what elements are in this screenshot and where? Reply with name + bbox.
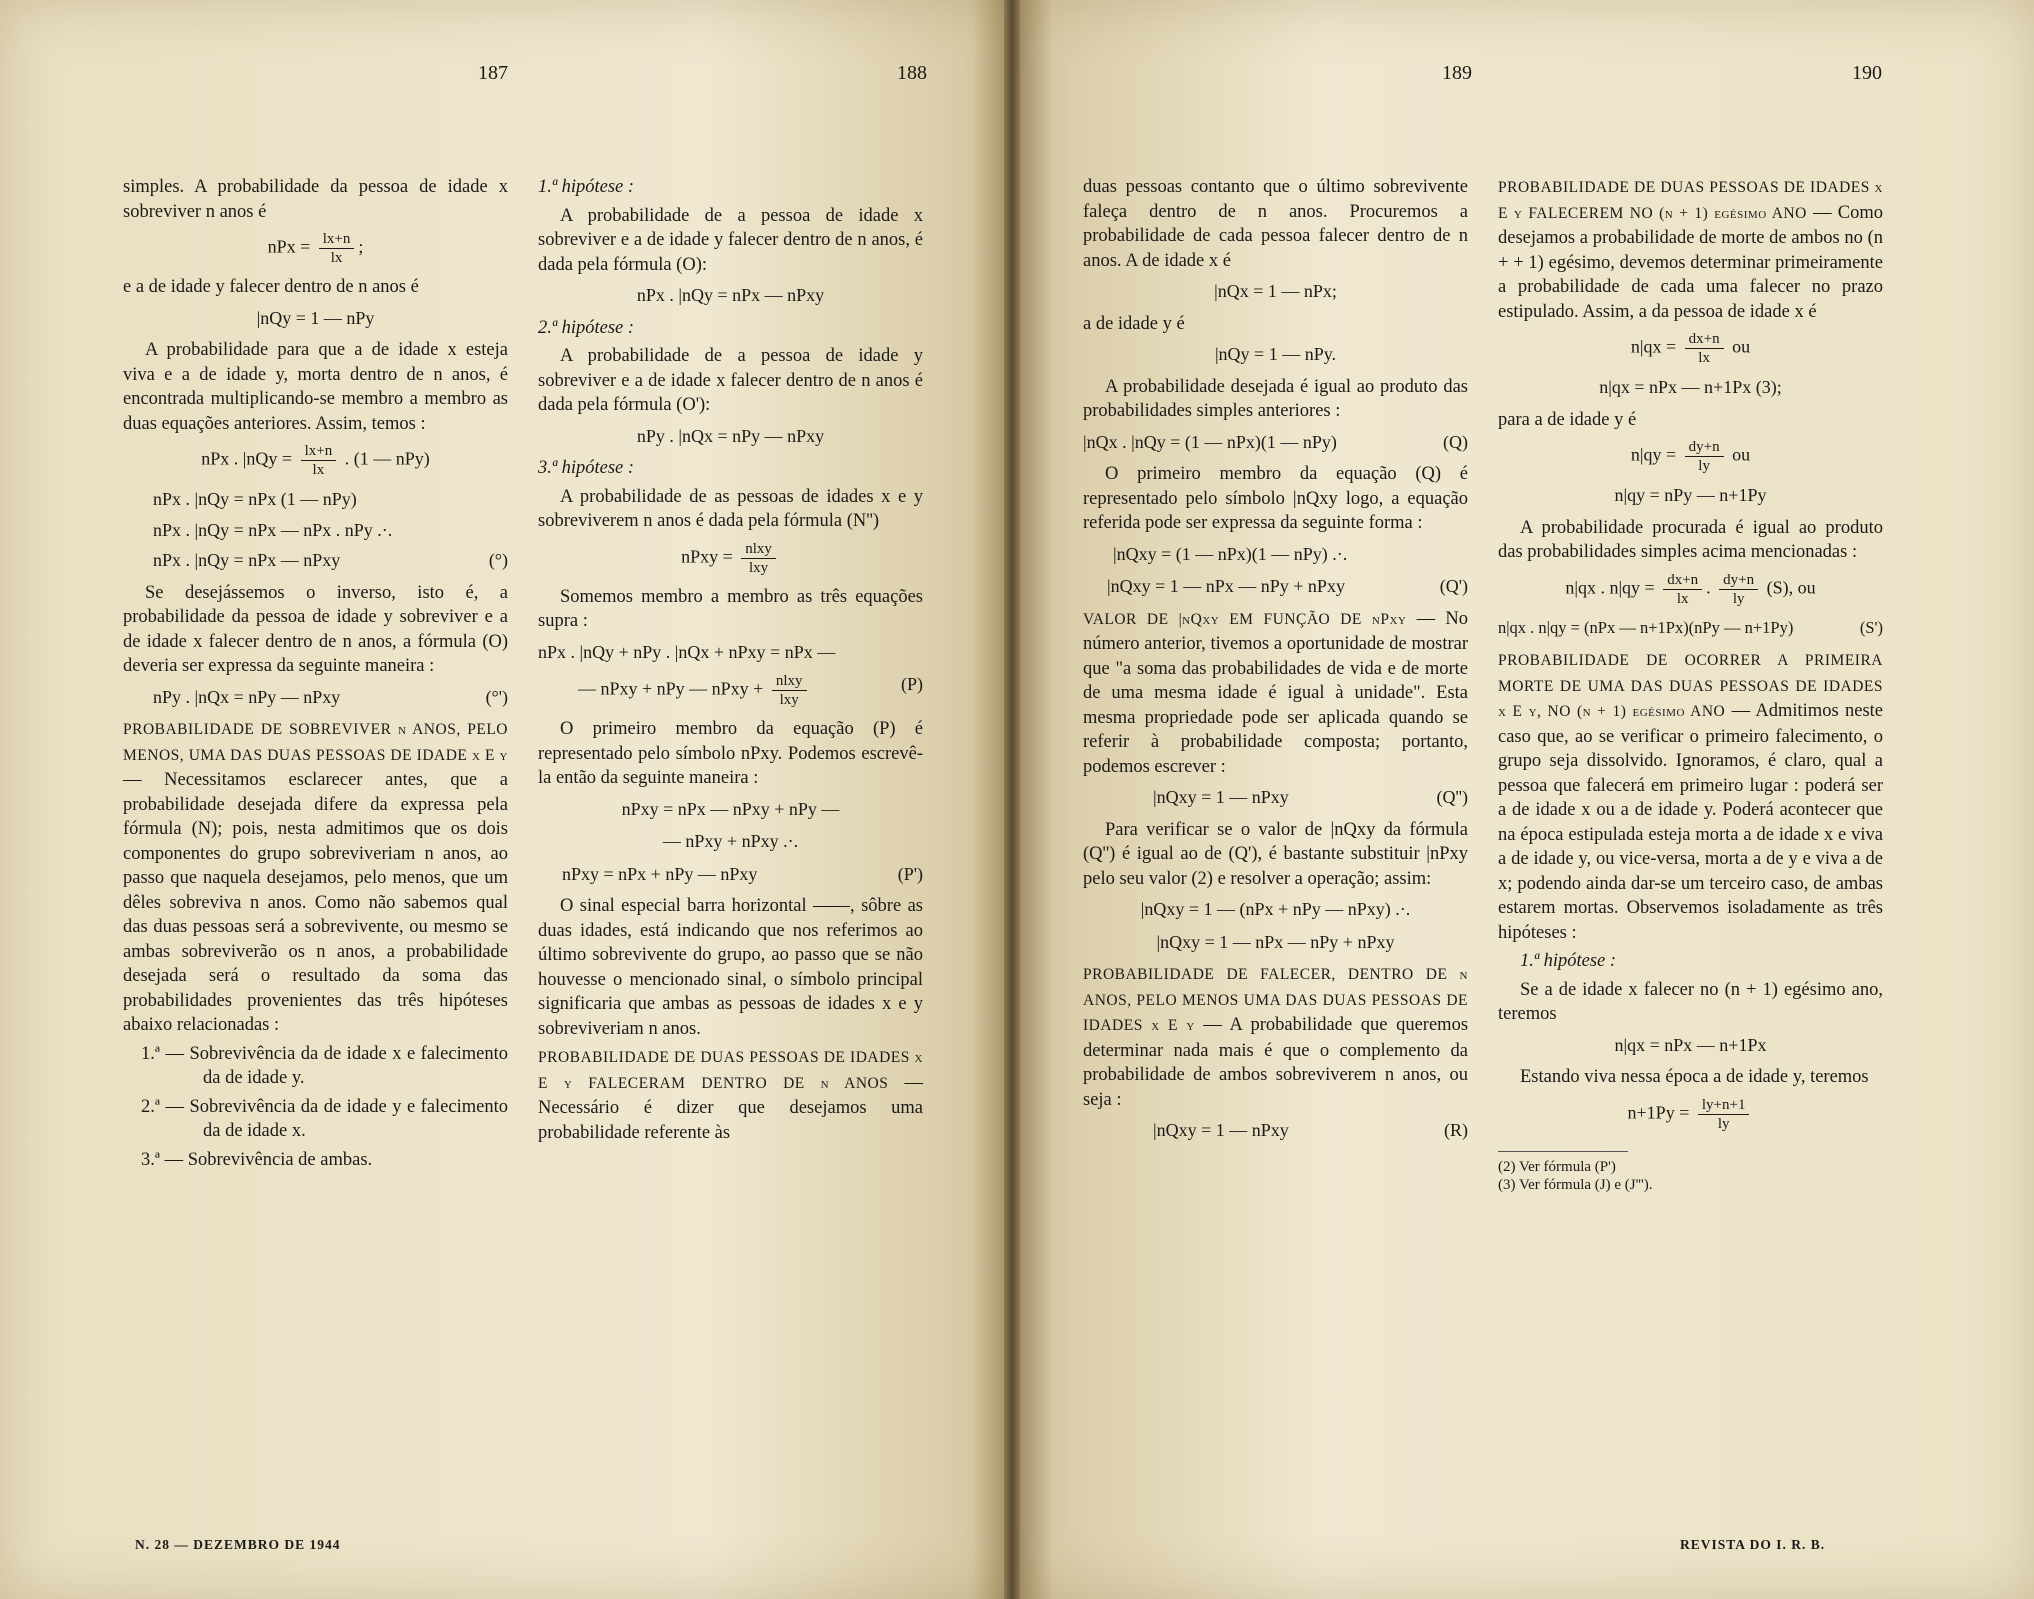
equation — [538, 540, 923, 577]
paragraph: a de idade y é — [1083, 313, 1185, 334]
equation — [153, 685, 508, 710]
equation-tag: (3); — [1755, 377, 1782, 397]
list-item: 1.ª — Sobrevivência da de idade x e falecimento da de idade y. — [141, 1043, 508, 1088]
hypothesis-label — [1520, 949, 1883, 974]
equation-lhs: n|qy = — [1630, 444, 1677, 465]
equation-body: |nQxy = 1 — nPx — nPy + nPxy — [1107, 576, 1345, 596]
fraction — [1685, 330, 1724, 367]
paragraph — [1498, 648, 1883, 945]
numerator: dy+n — [1685, 438, 1724, 457]
paragraph-text: — Necessitamos esclarecer antes, que a probabilidade desejada difere da expressa pela fórmula (N); pois, nesta admitimos que os dois componentes do grupo sobreviveriam n anos, ao passo que naquela desejamos, pelo menos, que um dêles sobreviva n anos. Como não sabemos qual das duas pessoas será a sobrevivente, ou mesmo se ambas sobreviverão os n anos, a probabilidade desejada será o resultado da soma das probabilidades provenientes das três hipóteses abaixo relacionadas : — [123, 770, 508, 1035]
denominator: lx — [1698, 350, 1710, 366]
paragraph: Somemos membro a membro as três equações supra : — [538, 586, 923, 631]
paragraph: O primeiro membro da equação (Q) é representado pelo símbolo |nQxy logo, a equação referida pode ser expressa da seguinte forma : — [1083, 464, 1468, 533]
equation-tag: (Q') — [1439, 576, 1468, 596]
paragraph-text: — Admitimos neste caso que, ao se verificar o primeiro falecimento, o grupo seja dissolvido. Ignoramos, é claro, qual a pessoa que falecerá em primeiro lugar : poderá ser a de idade x ou a de idade y. Poderá acontecer que na época estipulada esteja morta a de idade x e viva a de idade y, ou vice-versa, morta a de y e viva a de x; podendo ainda dar-se um terceiro caso, de ambas estarem mortas. Observemos isoladamente as três hipóteses : — [1498, 701, 1883, 943]
paragraph: Para verificar se o valor de |nQxy da fórmula (Q'') é igual ao de (Q'), é bastante substituir |nPxy pelo seu valor (2) e resolver a operação; assim: — [1083, 819, 1468, 889]
equation — [1498, 1096, 1883, 1133]
paragraph: O sinal especial barra horizontal ——, sôbre as duas idades, está indicando que nos referimos ao último sobrevivente do grupo, ao passo que se não houvesse o mencionado sinal, o símbolo principal significaria que ambas as pessoas de idades x e y sobreviveriam n anos. — [538, 896, 923, 1039]
fraction — [772, 672, 807, 709]
equation-tag: (P') — [897, 863, 923, 884]
equation — [1498, 375, 1883, 400]
equation-body: nPx . |nQy = nPx — nPxy — [153, 550, 341, 570]
footnote: (2) Ver fórmula (P') — [1498, 1158, 1616, 1175]
paragraph: A probabilidade de a pessoa de idade y sobreviver e a de idade x falecer dentro de n anos é dada pela fórmula (O'): — [538, 346, 923, 415]
fraction — [741, 540, 776, 577]
equation — [1153, 785, 1468, 810]
equation — [1498, 330, 1883, 367]
equation — [1498, 438, 1883, 475]
denominator: ly — [1732, 590, 1745, 607]
paragraph-text: — A probabilidade que queremos determinar nada mais é que o complemento da probabilidade de ambos sobreviverem n anos, ou seja : — [1083, 1015, 1469, 1110]
equation-lhs: n|qx = — [1630, 336, 1677, 357]
fraction — [301, 442, 337, 479]
equation — [1498, 616, 1883, 641]
paragraph-text: — Necessário é dizer que desejamos uma probabilidade referente às — [538, 1072, 923, 1143]
paragraph — [538, 1045, 923, 1145]
equation-tag: (R) — [1444, 1120, 1468, 1140]
paragraph: Estando viva nessa época a de idade y, teremos — [1520, 1067, 1869, 1087]
equation — [562, 862, 923, 887]
hypothesis-label — [538, 175, 923, 200]
numerator: lx+n — [319, 230, 355, 249]
paragraph-text: — Como desejamos a probabilidade de morte de ambos no (n + + 1) egésimo, devemos determinar primeiramente a probabilidade de cada uma falecer no prazo estipulado. Assim, a da pessoa de idade x é — [1498, 202, 1884, 322]
numerator: dx+n — [1685, 330, 1724, 349]
page-number-189: 189 — [1442, 62, 1472, 84]
section-heading: PROBABILIDADE DE FALECER, DENTRO DE n ANOS, PELO MENOS UMA DAS DUAS PESSOAS DE IDADES x E y — [1083, 966, 1468, 1034]
paragraph: Se desejássemos o inverso, isto é, a probabilidade da pessoa de idade y sobreviver e a de idade x falecer dentro de n anos, a fórmula (O) deveria ser expressa da seguinte maneira : — [123, 582, 508, 676]
paragraph: A probabilidade procurada é igual ao produto das probabilidades simples acima mencionadas : — [1498, 517, 1883, 562]
equation-body: |nQx . |nQy = (1 — nPx)(1 — nPy) — [1083, 431, 1337, 452]
paragraph: A probabilidade para que a de idade x esteja viva e a de idade y, morta dentro de n anos, é encontrada multiplicando-se membro a membro as duas equações anteriores. Assim, temos : — [123, 340, 508, 434]
equation-lhs: n|qx . n|qy = — [1565, 577, 1655, 598]
equation-tag: (S), ou — [1766, 577, 1816, 598]
equation — [578, 672, 923, 709]
section-heading: PROBABILIDADE DE OCORRER A PRIMEIRA MORTE DE UMA DAS DUAS PESSOAS DE IDADES x E y, NO (n + 1) egésimo ANO — [1498, 652, 1883, 720]
denominator: lxy — [779, 692, 799, 708]
denominator: lxy — [749, 559, 769, 576]
numerator: nlxy — [741, 540, 776, 559]
section-heading: PROBABILIDADE DE SOBREVIVER n ANOS, PELO MENOS, UMA DAS DUAS PESSOAS DE IDADE x E y — [123, 721, 508, 764]
paragraph: e a de idade y falecer dentro de n anos é — [123, 277, 419, 297]
column-page-187 — [123, 175, 508, 1176]
equation-rhs: . (1 — nPy) — [344, 448, 430, 469]
column-page-189 — [1083, 175, 1468, 1151]
equation-body: |nQxy = 1 — nPxy — [1153, 1120, 1289, 1140]
equation-body: nPy . |nQx = nPy — nPxy — [153, 686, 341, 707]
equation: |nQy = 1 — nPy. — [1214, 344, 1337, 364]
column-page-188 — [538, 175, 923, 1149]
numerator: dx+n — [1663, 571, 1702, 590]
equation: |nQxy = (1 — nPx)(1 — nPy) .·. — [1113, 543, 1348, 564]
page-number-188: 188 — [897, 62, 927, 84]
denominator: ly — [1698, 458, 1710, 474]
list-item: 2.ª — Sobrevivência da de idade y e falecimento da de idade x. — [141, 1096, 508, 1141]
column-page-190 — [1498, 175, 1883, 1194]
equation: nPx . |nQy = nPx — nPx . nPy .·. — [153, 519, 393, 540]
equation: nPy . |nQx = nPy — nPxy — [636, 425, 825, 446]
equation-tag: (S') — [1859, 617, 1883, 637]
equation: n|qx = nPx — n+1Px — [1614, 1034, 1767, 1055]
equation-body: |nQxy = 1 — nPxy — [1153, 787, 1289, 807]
equation: nPx . |nQy = nPx — nPxy — [636, 285, 825, 305]
fraction — [1698, 1096, 1750, 1133]
equation — [1107, 574, 1468, 599]
section-heading: PROBABILIDADE DE DUAS PESSOAS DE IDADES x E y FALECERAM DENTRO DE n ANOS — [538, 1049, 923, 1092]
paragraph: Se a de idade x falecer no (n + 1) egésimo ano, teremos — [1498, 979, 1883, 1024]
list-item: 3.ª — Sobrevivência de ambas. — [141, 1149, 373, 1170]
equation-body: nPxy = nPx + nPy — nPxy — [562, 863, 758, 884]
equation-lhs: nPxy = — [681, 546, 733, 567]
equation-tag: (Q) — [1443, 431, 1468, 452]
paragraph: para a de idade y é — [1498, 409, 1637, 430]
equation-lhs: n+1Py = — [1627, 1102, 1690, 1123]
equation — [1083, 430, 1468, 455]
equation-tag: (°) — [488, 550, 508, 570]
hypothesis-list — [141, 1042, 508, 1173]
denominator: lx — [1676, 590, 1689, 607]
footnotes — [1498, 1151, 1653, 1194]
fraction — [1719, 571, 1758, 608]
paragraph: simples. A probabilidade da pessoa de idade x sobreviver n anos é — [123, 177, 508, 222]
equation: |nQxy = 1 — nPx — nPy + nPxy — [1156, 931, 1395, 952]
equation: |nQxy = 1 — (nPx + nPy — nPxy) .·. — [1140, 899, 1411, 919]
equation-tail: ou — [1732, 336, 1751, 357]
numerator: ly+n+1 — [1698, 1096, 1750, 1115]
equation: — nPxy + nPxy .·. — [662, 831, 799, 851]
paragraph-text: — No número anterior, tivemos a oportunidade de mostrar que "a soma das probabilidades de vida e de morte de uma mesma idade é igual à unidade". Esta mesma propriedade pode ser aplicada quando se referir à probabilidade composta; portanto, podemos escrever : — [1083, 608, 1468, 777]
denominator: lx — [312, 462, 325, 478]
paragraph — [1083, 607, 1468, 780]
equation — [1153, 1118, 1468, 1143]
equation: n|qy = nPy — n+1Py — [1614, 485, 1767, 505]
equation: nPx . |nQy + nPy . |nQx + nPxy = nPx — — [538, 641, 836, 662]
equation-lhs: nPx . |nQy = — [201, 448, 293, 469]
equation: |nQx = 1 — nPx; — [1214, 281, 1337, 301]
section-heading: VALOR DE |nQxy EM FUNÇÃO DE nPxy — [1083, 610, 1407, 628]
denominator: ly — [1717, 1115, 1730, 1132]
paragraph — [123, 717, 508, 1038]
numerator: dy+n — [1719, 571, 1758, 590]
hypothesis-text: 2.ª hipótese : — [538, 317, 635, 338]
hypothesis-text: 1.ª hipótese : — [1520, 951, 1617, 971]
numerator: nlxy — [772, 672, 807, 691]
paragraph — [1083, 962, 1468, 1112]
paragraph: duas pessoas contanto que o último sobrevivente faleça dentro de n anos. Procuremos a probabilidade de cada pessoa falecer dentro de n anos. A de idade x é — [1083, 177, 1468, 271]
book-gutter — [1004, 0, 1020, 1599]
equation-tag: (P) — [901, 674, 923, 694]
footnote: (3) Ver fórmula (J) e (J'''). — [1498, 1176, 1653, 1193]
equation-body: n|qx . n|qy = (nPx — n+1Px)(nPy — n+1Py) — [1498, 617, 1794, 637]
paragraph: A probabilidade de a pessoa de idade x sobreviver e a de idade y falecer dentro de n anos, é dada pela fórmula (O): — [538, 205, 923, 275]
paragraph: O primeiro membro da equação (P) é representado pelo símbolo nPxy. Podemos escrevê-la então da seguinte maneira : — [538, 719, 923, 788]
equation-lhs: nPx = — [267, 236, 311, 257]
page-number-187: 187 — [478, 62, 508, 84]
paragraph: A probabilidade de as pessoas de idades x e y sobreviverem n anos é dada pela fórmula (N'') — [538, 486, 923, 531]
page-number-190: 190 — [1852, 62, 1882, 84]
equation-body: n|qx = nPx — n+1Px — [1599, 377, 1752, 397]
numerator: lx+n — [301, 442, 337, 461]
denominator: lx — [330, 250, 343, 266]
section-heading: PROBABILIDADE DE DUAS PESSOAS DE IDADES x E y FALECEREM NO (n + 1) egésimo ANO — [1498, 179, 1883, 222]
equation: nPxy = nPx — nPxy + nPy — — [621, 798, 840, 819]
footer-right: REVISTA DO I. R. B. — [1680, 1537, 1826, 1552]
fraction — [1663, 571, 1702, 608]
equation — [153, 548, 508, 573]
paragraph — [1498, 175, 1883, 324]
hypothesis-text: 3.ª hipótese : — [538, 458, 635, 478]
footer-left: N. 28 — DEZEMBRO DE 1944 — [135, 1537, 341, 1552]
hypothesis-label — [538, 316, 923, 341]
fraction — [319, 230, 355, 267]
equation: n|qx . n|qy = $\frac{dx+n}{lx}$ . $\frac{dy+n}{ly}$ (S), ou — [1565, 571, 1816, 607]
fraction — [1685, 438, 1724, 475]
equation-tag: (Q'') — [1436, 787, 1468, 807]
equation: nPx = $\frac{lx+n}{lx}$ ; — [267, 231, 364, 266]
hypothesis-label — [538, 456, 923, 481]
equation-lhs: — nPxy + nPy — nPxy + — [578, 678, 764, 699]
equation — [123, 442, 508, 479]
equation: |nQy = 1 — nPy — [256, 307, 375, 328]
equation-tag: (°') — [485, 686, 508, 707]
equation-tail: ou — [1732, 444, 1751, 465]
paragraph: A probabilidade desejada é igual ao produto das probabilidades simples anteriores : — [1083, 376, 1468, 421]
equation: nPx . |nQy = nPx (1 — nPy) — [153, 489, 357, 509]
hypothesis-text: 1.ª hipótese : — [538, 177, 635, 197]
